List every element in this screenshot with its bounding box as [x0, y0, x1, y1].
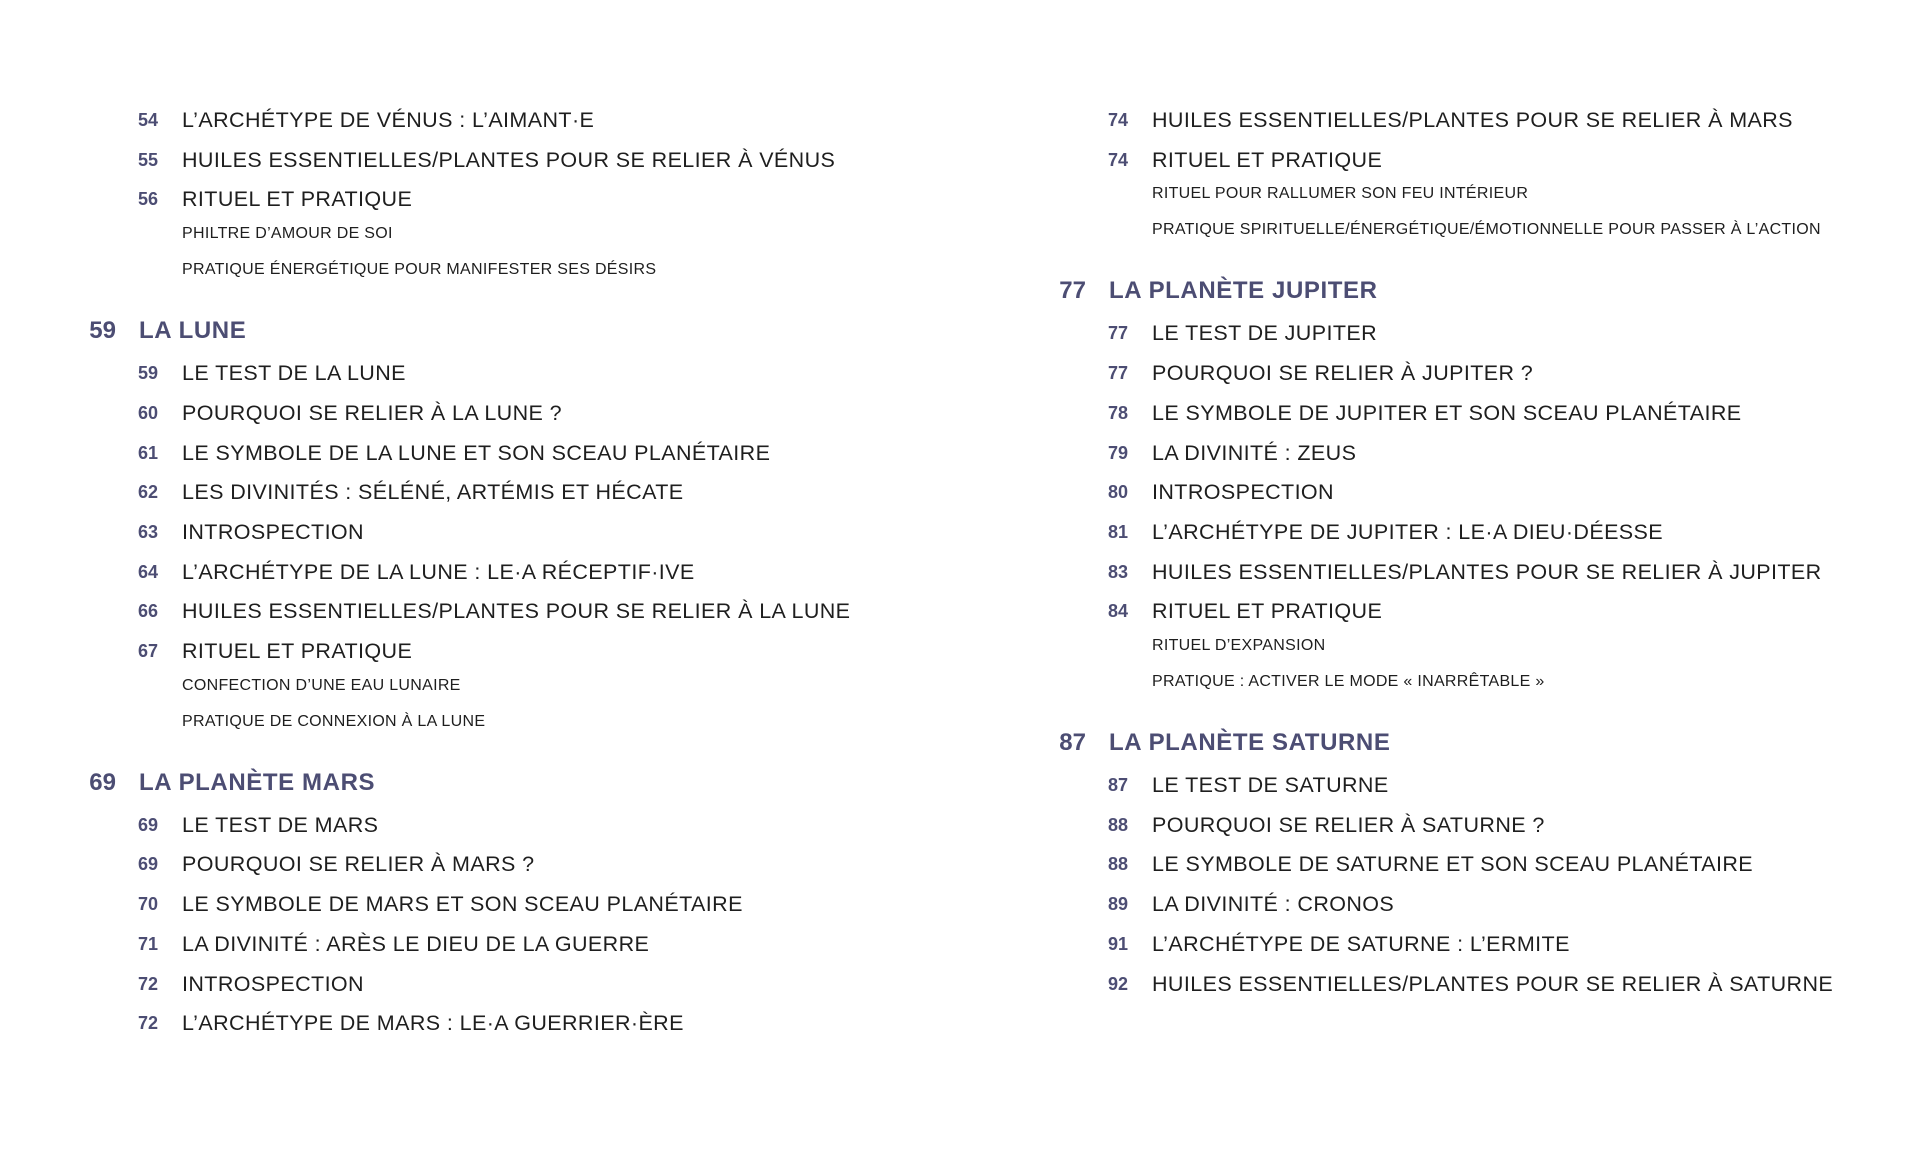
toc-page-number: 70 [137, 894, 158, 915]
toc-page-number: 56 [137, 189, 158, 210]
toc-entry-title: RITUEL D’EXPANSION [1152, 637, 1326, 654]
toc-page-number: 92 [1107, 973, 1128, 994]
toc-entry-title: HUILES ESSENTIELLES/PLANTES POUR SE RELIER À LA LUNE [182, 599, 851, 624]
toc-page-number: 71 [137, 933, 158, 954]
toc-page-number: 55 [137, 149, 158, 170]
toc-section-title: LA LUNE [139, 317, 247, 345]
toc-page-number: 87 [1107, 775, 1128, 795]
toc-page-number: 63 [137, 521, 158, 542]
toc-entry-title: POURQUOI SE RELIER À SATURNE ? [1152, 812, 1545, 837]
toc-page-number: 54 [137, 110, 158, 130]
toc-entry-title: PHILTRE D’AMOUR DE SOI [182, 225, 393, 243]
toc-entry-title: RITUEL POUR RALLUMER SON FEU INTÉRIEUR [1152, 185, 1529, 203]
toc-page-number: 59 [137, 363, 158, 384]
toc-entry-title: RITUEL ET PRATIQUE [182, 187, 413, 212]
toc-entry-title: HUILES ESSENTIELLES/PLANTES POUR SE RELIER À JUPITER [1152, 559, 1822, 584]
toc-entry-title: L’ARCHÉTYPE DE VÉNUS : L’AIMANT·E [182, 108, 595, 132]
toc-entry-title: INTROSPECTION [1152, 480, 1334, 505]
toc-page-number: 66 [137, 601, 158, 622]
toc-page-number: 72 [137, 1013, 158, 1034]
toc-page-number: 69 [89, 768, 116, 796]
toc-entry-title: PRATIQUE DE CONNEXION À LA LUNE [182, 712, 486, 730]
toc-entry-title: PRATIQUE ÉNERGÉTIQUE POUR MANIFESTER SES DÉSIRS [182, 261, 657, 279]
toc-entry-title: LE SYMBOLE DE JUPITER ET SON SCEAU PLANÉTAIRE [1152, 400, 1742, 425]
toc-page-number: 88 [1107, 814, 1128, 835]
toc-entry-title: L’ARCHÉTYPE DE SATURNE : L’ERMITE [1152, 931, 1570, 956]
toc-page-number: 61 [137, 442, 158, 463]
toc-entry-title: LE TEST DE SATURNE [1152, 773, 1389, 797]
toc-page-number: 59 [89, 317, 116, 345]
toc-section-title: LA PLANÈTE MARS [139, 768, 376, 796]
toc-page-number: 81 [1107, 521, 1128, 542]
toc-entry-title: PRATIQUE : ACTIVER LE MODE « INARRÊTABLE » [1152, 673, 1545, 690]
toc-entry-title: LA DIVINITÉ : CRONOS [1152, 892, 1395, 917]
toc-page-number: 78 [1107, 402, 1128, 423]
toc-entry-title: POURQUOI SE RELIER À JUPITER ? [1152, 361, 1534, 386]
toc-page-number: 69 [137, 814, 158, 835]
toc-entry-title: L’ARCHÉTYPE DE MARS : LE·A GUERRIER·ÈRE [182, 1011, 684, 1036]
toc-entry-title: RITUEL ET PRATIQUE [1152, 599, 1383, 624]
toc-section-title: LA PLANÈTE SATURNE [1109, 729, 1391, 756]
toc-entry-title: INTROSPECTION [182, 971, 364, 996]
toc-page-number: 62 [137, 482, 158, 503]
toc-entry-title: L’ARCHÉTYPE DE JUPITER : LE·A DIEU·DÉESSE [1152, 519, 1664, 544]
toc-section-title: LA PLANÈTE JUPITER [1109, 277, 1378, 305]
toc-page-number: 64 [137, 561, 158, 582]
toc-page-number: 77 [1059, 277, 1086, 305]
toc-entry-title: LE SYMBOLE DE SATURNE ET SON SCEAU PLANÉTAIRE [1152, 852, 1754, 877]
toc-entry-title: LA DIVINITÉ : ZEUS [1152, 440, 1357, 465]
toc-page-number: 67 [137, 641, 158, 661]
toc-entry-title: HUILES ESSENTIELLES/PLANTES POUR SE RELIER À SATURNE [1152, 971, 1834, 996]
toc-entry-title: HUILES ESSENTIELLES/PLANTES POUR SE RELIER À MARS [1152, 108, 1793, 132]
toc-page-number: 88 [1107, 854, 1128, 875]
toc-entry-title: LE TEST DE MARS [182, 812, 379, 837]
toc-entry-title: L’ARCHÉTYPE DE LA LUNE : LE·A RÉCEPTIF·IVE [182, 559, 695, 584]
toc-entry-title: RITUEL ET PRATIQUE [182, 639, 413, 663]
toc-entry-title: RITUEL ET PRATIQUE [1152, 147, 1383, 172]
toc-page-number: 60 [137, 402, 158, 423]
toc-entry-title: LA DIVINITÉ : ARÈS LE DIEU DE LA GUERRE [182, 931, 650, 956]
toc-page-number: 80 [1107, 482, 1128, 503]
toc-entry-title: LES DIVINITÉS : SÉLÉNÉ, ARTÉMIS ET HÉCATE [182, 480, 684, 505]
toc-page-number: 69 [137, 854, 158, 875]
toc-entry-title: HUILES ESSENTIELLES/PLANTES POUR SE RELIER À VÉNUS [182, 147, 836, 172]
toc-page-number: 79 [1107, 442, 1128, 463]
toc-entry-title: PRATIQUE SPIRITUELLE/ÉNERGÉTIQUE/ÉMOTIONNELLE POUR PASSER À L’ACTION [1152, 221, 1821, 239]
toc-page-number: 91 [1107, 933, 1128, 954]
toc-page-number: 77 [1107, 363, 1128, 384]
toc-entry-title: POURQUOI SE RELIER À MARS ? [182, 852, 535, 877]
toc-page-number: 77 [1107, 323, 1128, 344]
toc-page-number: 89 [1107, 894, 1128, 915]
toc-entry-title: LE SYMBOLE DE LA LUNE ET SON SCEAU PLANÉTAIRE [182, 440, 771, 465]
toc-entry-title: INTROSPECTION [182, 519, 364, 544]
toc-entry-title: LE TEST DE JUPITER [1152, 321, 1378, 346]
toc-entry-title: CONFECTION D’UNE EAU LUNAIRE [182, 676, 461, 694]
toc-entry-title: LE TEST DE LA LUNE [182, 361, 406, 386]
toc-page-number: 84 [1107, 601, 1128, 622]
toc-page-number: 83 [1107, 561, 1128, 582]
toc-page-number: 74 [1107, 149, 1128, 170]
toc-page-number: 72 [137, 973, 158, 994]
toc-page-number: 74 [1107, 110, 1128, 130]
toc-entry-title: POURQUOI SE RELIER À LA LUNE ? [182, 400, 563, 425]
toc-entry-title: LE SYMBOLE DE MARS ET SON SCEAU PLANÉTAIRE [182, 892, 743, 917]
toc-page-number: 87 [1059, 729, 1086, 756]
